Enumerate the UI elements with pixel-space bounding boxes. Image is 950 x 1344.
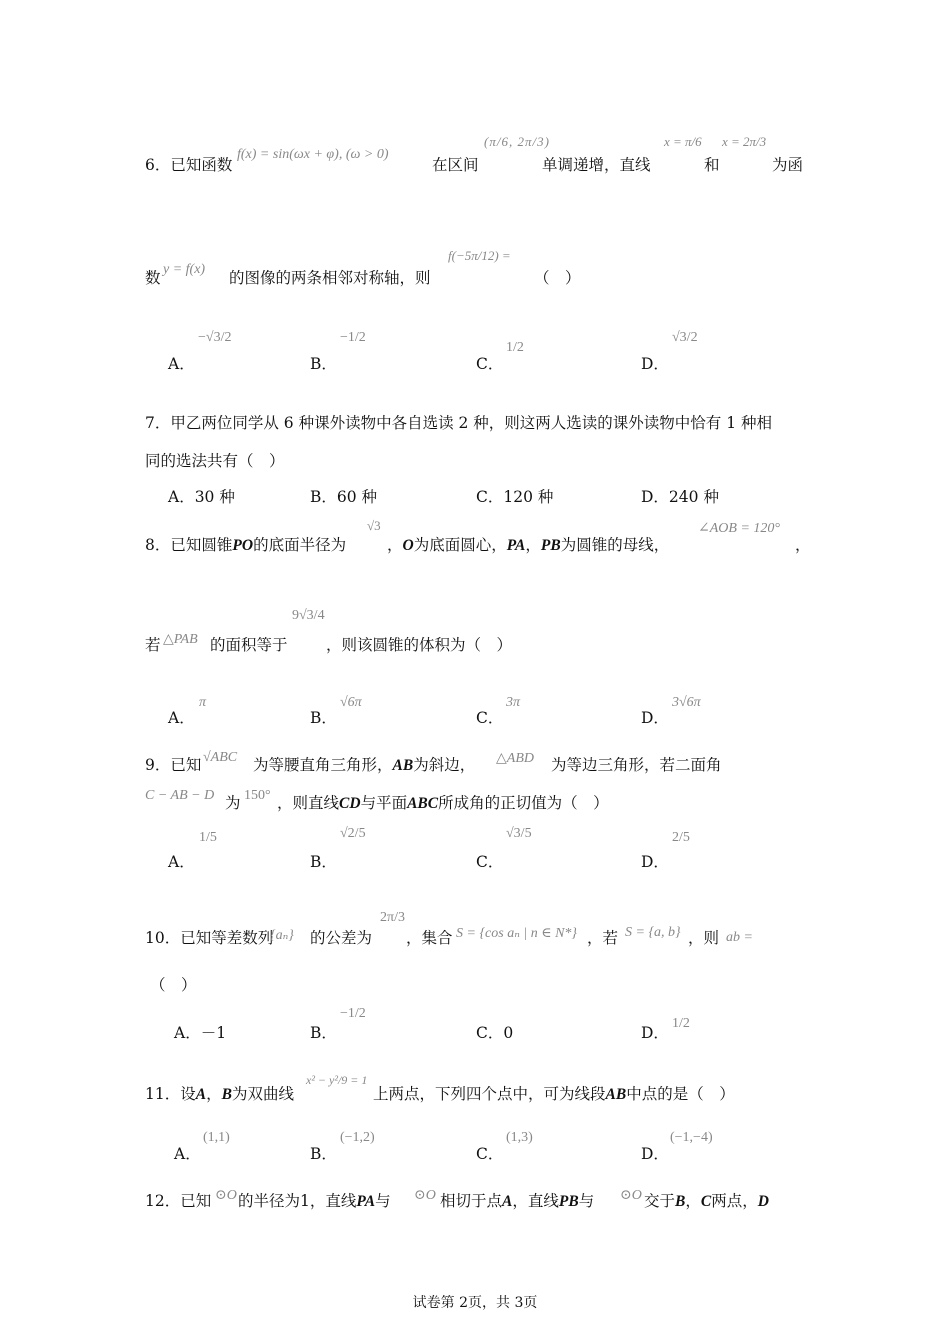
q8-option-b-value: √6π: [340, 695, 362, 710]
q9-text: 为等边三角形，若二面角: [551, 756, 722, 774]
q10-blank: （ ）: [150, 976, 197, 994]
q6-option-a-value: −√3/2: [198, 330, 232, 345]
q12-line1a: 12．已知: [145, 1192, 212, 1210]
q6-text: 数: [145, 269, 161, 287]
q9-option-b-label: B．: [310, 853, 337, 871]
q7-line1: 7．甲乙两位同学从 6 种课外读物中各自选读 2 种，则这两人选读的课外读物中恰有 1 种相: [145, 414, 773, 432]
q9-line1b: 为等腰直角三角形，AB为斜边，: [253, 756, 476, 774]
q12-circle-o: ⊙O: [215, 1188, 237, 1203]
q6-option-a-label: A．: [168, 355, 195, 373]
q9-line2: ，则直线CD与平面ABC所成角的正切值为（ ）: [277, 794, 609, 812]
q10-text: ，若: [587, 929, 619, 947]
q11-option-c-label: C．: [476, 1145, 504, 1163]
q6-line-x2: x = 2π/3: [722, 134, 767, 149]
q6-option-c-label: C．: [476, 355, 504, 373]
q10-ab: ab =: [726, 930, 753, 945]
q10-s-eq: S = {a, b}: [625, 925, 681, 940]
q8-option-a-label: A．: [168, 709, 195, 727]
q9-dihedral: C − AB − D: [145, 788, 215, 803]
q8-text: 若: [145, 636, 161, 654]
q9-text: 为: [225, 794, 241, 812]
q10-option-d-value: 1/2: [672, 1016, 690, 1031]
q9-option-d-label: D．: [641, 853, 669, 871]
q9-option-c-label: C．: [476, 853, 504, 871]
q12-circle-o: ⊙O: [620, 1188, 642, 1203]
q6-option-c-value: 1/2: [506, 340, 524, 355]
q11-option-a-value: (1,1): [203, 1130, 230, 1145]
q11-option-b-label: B．: [310, 1145, 337, 1163]
q6-function-formula: f(x) = sin(ωx + φ), (ω > 0): [237, 147, 389, 162]
q6-text: 和: [704, 156, 720, 174]
q6-query: f(−5π/12) =: [448, 248, 511, 263]
q10-option-b-label: B．: [310, 1024, 337, 1042]
q6-text: 单调递增，直线: [542, 156, 651, 174]
q8-option-d-label: D．: [641, 709, 669, 727]
q8-area: 9√3/4: [292, 608, 325, 623]
q10-text: 的公差为: [310, 929, 373, 947]
q8-option-c-label: C．: [476, 709, 504, 727]
q11-option-d-label: D．: [641, 1145, 669, 1163]
q10-set: S = {cos aₙ | n ∈ N*}: [456, 926, 578, 941]
q10-option-d-label: D．: [641, 1024, 669, 1042]
q8-option-d-value: 3√6π: [672, 695, 701, 710]
q8-line1: 8．已知圆锥PO的底面半径为: [145, 536, 347, 554]
q10-common-difference: 2π/3: [380, 910, 405, 925]
q11-hyperbola: x² − y²/9 = 1: [306, 1073, 368, 1087]
q11-line1b: 上两点，下列四个点中，可为线段AB中点的是（ ）: [373, 1085, 735, 1103]
q9-triangle-abd: △ABD: [496, 751, 534, 766]
q8-text: ，则该圆锥的体积为（ ）: [326, 636, 513, 654]
q6-interval: (π/6, 2π/3): [484, 134, 550, 149]
q6-option-d-label: D．: [641, 355, 669, 373]
q12-circle-o: ⊙O: [414, 1188, 436, 1203]
q12-line1c: 相切于点A，直线PB与: [440, 1192, 595, 1210]
q11-option-a-label: A．: [174, 1145, 201, 1163]
q8-text: 的面积等于: [210, 636, 288, 654]
q9-option-b-value: √2/5: [340, 826, 366, 841]
page-footer: 试卷第 2页，共 3页: [412, 1295, 538, 1311]
q8-option-b-label: B．: [310, 709, 337, 727]
q10-option-c: C．0: [476, 1024, 514, 1042]
q8-option-a-value: π: [199, 695, 207, 710]
q10-text: ，集合: [406, 929, 453, 947]
q9-triangle-abc: √ABC: [203, 750, 238, 765]
q8-radius: √3: [367, 518, 381, 533]
q9-degree: 150°: [244, 788, 271, 803]
q6-option-d-value: √3/2: [672, 330, 698, 345]
q9-option-a-label: A．: [168, 853, 195, 871]
q10-text: ，则: [688, 929, 720, 947]
q7-option-c: C．120 种: [476, 488, 554, 506]
q11-option-c-value: (1,3): [506, 1130, 533, 1145]
q8-text: ，: [795, 536, 811, 554]
q10-line1a: 10．已知等差数列: [145, 929, 274, 947]
q11-option-d-value: (−1,−4): [670, 1130, 713, 1145]
q10-option-a: A．－1: [174, 1024, 227, 1042]
q8-option-c-value: 3π: [506, 695, 521, 710]
q11-option-b-value: (−1,2): [340, 1130, 375, 1145]
q6-line-x1: x = π/6: [664, 134, 702, 149]
q7-option-b: B．60 种: [310, 488, 378, 506]
q6-y-eq-fx: y = f(x): [163, 262, 206, 277]
q8-line1b: ，O为底面圆心，PA，PB为圆锥的母线，: [387, 536, 670, 554]
q12-line1b: 的半径为1，直线PA与: [238, 1192, 391, 1210]
q9-option-d-value: 2/5: [672, 830, 690, 845]
q7-option-d: D．240 种: [641, 488, 719, 506]
q6-option-b-label: B．: [310, 355, 337, 373]
q9-option-a-value: 1/5: [199, 830, 217, 845]
q7-option-a: A．30 种: [168, 488, 235, 506]
q6-option-b-value: −1/2: [340, 330, 366, 345]
q9-option-c-value: √3/5: [506, 826, 532, 841]
q12-line1d: 交于B，C两点，D: [644, 1192, 769, 1210]
q6-text: 为函: [772, 156, 804, 174]
q8-angle: ∠AOB = 120°: [698, 521, 780, 536]
q6-text: 在区间: [432, 156, 479, 174]
q11-line1a: 11．设A，B为双曲线: [145, 1085, 294, 1103]
q7-line2: 同的选法共有（ ）: [145, 452, 285, 470]
q10-option-b-value: −1/2: [340, 1006, 366, 1021]
q6-line1: 6．已知函数: [145, 156, 233, 174]
q8-triangle: △PAB: [163, 632, 198, 647]
q10-sequence: {aₙ}: [270, 928, 294, 943]
q6-text: 的图像的两条相邻对称轴，则: [229, 269, 431, 287]
q6-blank: （ ）: [534, 269, 581, 287]
q9-line1a: 9．已知: [145, 756, 202, 774]
